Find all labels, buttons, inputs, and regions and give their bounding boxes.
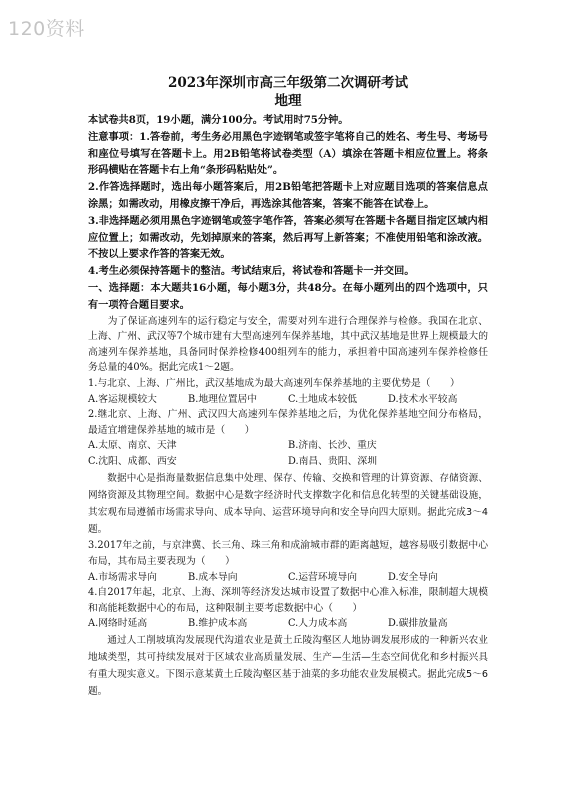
question-3-stem: 3.2017年之前，与京津冀、长三角、珠三角和成渝城市群的距离越短，越容易吸引数据中心布局，其布局主要表现为（ ） (88, 540, 488, 567)
q3-option-a: A.市场需求导向 (88, 571, 157, 583)
question-3-options (88, 570, 488, 586)
notice-item-2: 2.作答选择题时，选出每小题答案后，用2B铅笔把答题卡上对应题目选项的答案信息点涂黑；如需改动，用橡皮擦干净后，再选涂其他答案，答案不能答在试卷上。 (88, 181, 488, 210)
passage-2: 数据中心是指海量数据信息集中处理、保存、传输、交换和管理的计算资源、存储资源、网络资源及其物理空间。数据中心是数字经济时代支撑数字化和信息化转型的关键基础设施，其宏观布局遵循市场需求导向、成本导向、运营环境导向和安全导向四大原则。据此完成3～4题。 (88, 472, 488, 536)
q1-option-d: D.技术水平较高 (388, 393, 458, 405)
q1-option-b: B.地理位置居中 (188, 393, 258, 405)
q4-option-a: A.网络时延高 (88, 618, 148, 630)
exam-body (88, 112, 488, 701)
exam-intro: 本试卷共8页，19小题，满分100分。考试用时75分钟。 (88, 114, 349, 126)
question-2-options (88, 438, 488, 469)
question-4-stem: 4.自2017年起，北京、上海、深圳等经济发达城市设置了数据中心准入标准，限制超大规模和高能耗数据中心的布局，这种限制主要考虑数据中心（ ） (88, 587, 488, 614)
exam-subject: 地理 (274, 93, 302, 109)
q2-option-d: D.南昌、贵阳、深圳 (288, 455, 377, 467)
question-1-stem: 1.与北京、上海、广州比，武汉基地成为最大高速列车保养基地的主要优势是（ ） (88, 377, 460, 389)
q4-option-b: B.维护成本高 (188, 618, 248, 630)
passage-3: 通过人工削坡填沟发展现代沟道农业是黄土丘陵沟壑区人地协调发展形成的一种新兴农业地域类型，其可持续发展对于区域农业高质量发展、生产—生活—生态空间优化和乡村振兴具有重大现实意义。下图示意某黄土丘陵沟壑区基于油菜的多功能农业发展模式。据此完成5～6题。 (88, 634, 488, 698)
passage-1: 为了保证高速列车的运行稳定与安全，需要对列车进行合理保养与检修。我国在北京、上海、广州、武汉等7个城市建有大型高速列车保养基地，其中武汉基地是世界上规模最大的高速列车保养基地，具备同时保养检修400组列车的能力，承担着中国高速列车保养检修任务总量的40%。据此完成1～2题。 (88, 315, 488, 374)
q2-option-a: A.太原、南京、天津 (88, 440, 177, 452)
q1-option-c: C.土地成本较低 (288, 393, 358, 405)
notice-item-1: 注意事项：1.答卷前，考生务必用黑色字迹钢笔或签字笔将自己的姓名、考生号、考场号和座位号填写在答题卡上。用2B铅笔将试卷类型（A）填涂在答题卡相应位置上。将条形码横贴在答题卡右上角“条形码粘贴处”。 (88, 130, 488, 177)
exam-title: 2023年深圳市高三年级第二次调研考试 (167, 75, 409, 91)
q2-option-c: C.沈阳、成都、西安 (88, 455, 177, 467)
q2-option-b: B.济南、长沙、重庆 (288, 440, 377, 452)
q3-option-d: D.安全导向 (388, 571, 438, 583)
question-4-options (88, 616, 488, 632)
q3-option-c: C.运营环境导向 (288, 571, 358, 583)
question-2-stem: 2.继北京、上海、广州、武汉四大高速列车保养基地之后，为优化保养基地空间分布格局，最适宜增建保养基地的城市是（ ） (88, 409, 488, 436)
question-1-options (88, 392, 488, 408)
notice-item-4: 4.考生必须保持答题卡的整洁。考试结束后，将试卷和答题卡一并交回。 (88, 265, 415, 278)
q3-option-b: B.成本导向 (188, 571, 238, 583)
q4-option-d: D.碳排放量高 (388, 618, 448, 630)
q4-option-c: C.人力成本高 (288, 618, 348, 630)
watermark-text: 120资料 (8, 18, 85, 40)
q1-option-a: A.客运规模较大 (88, 393, 157, 405)
notice-item-3: 3.非选择题必须用黑色字迹钢笔或签字笔作答，答案必须写在答题卡各题目指定区域内相应位置上；如需改动，先划掉原来的答案，然后再写上新答案；不准使用铅笔和涂改液。不按以上要求作答的答案无效。 (88, 214, 488, 261)
section-heading: 一、选择题：本大题共16小题，每小题3分，共48分。在每小题列出的四个选项中，只有一项符合题目要求。 (88, 281, 488, 311)
